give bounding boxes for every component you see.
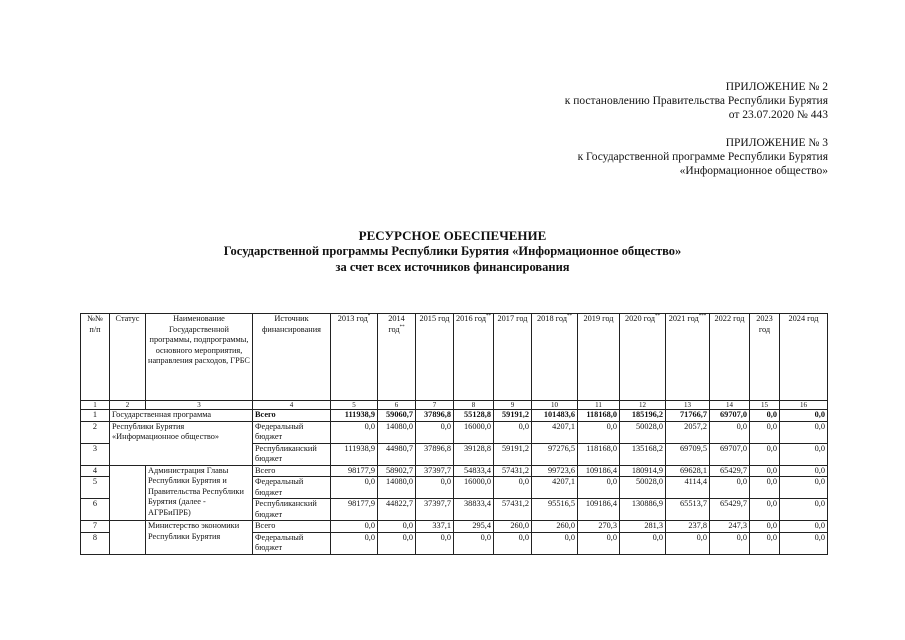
value-cell: 0,0 [620,532,666,554]
col-header-year: 2017 год [494,314,532,401]
column-number-cell: 9 [494,401,532,410]
column-number-cell: 1 [81,401,110,410]
value-cell: 59191,2 [494,443,532,465]
column-number-cell: 10 [532,401,578,410]
ministry-name-agrb: Администрация Главы Республики Бурятия и Правительства Республики Бурятия (далее - АГРБиПРБ) [146,465,253,521]
table-row [81,465,828,477]
source-cell: Республиканский бюджет [253,499,331,521]
col-header-source: Источник финансирования [253,314,331,401]
row-number: 7 [81,521,110,533]
column-number-cell: 12 [620,401,666,410]
value-cell: 0,0 [666,532,710,554]
value-cell: 54833,4 [454,465,494,477]
appendix-3-block [578,136,828,178]
value-cell: 0,0 [331,421,378,443]
value-cell: 118168,0 [578,443,620,465]
col-header-name: Наименование Государственной программы, подпрограммы, основного мероприятия, направления расходов, ГРБС [146,314,253,401]
column-number-cell: 14 [710,401,750,410]
value-cell: 0,0 [780,521,828,533]
value-cell: 185196,2 [620,410,666,422]
column-number-cell: 4 [253,401,331,410]
value-cell: 59060,7 [378,410,416,422]
value-cell: 0,0 [780,465,828,477]
appendix-2-block [565,80,828,122]
value-cell: 71766,7 [666,410,710,422]
value-cell: 44822,7 [378,499,416,521]
value-cell: 16000,0 [454,421,494,443]
value-cell: 101483,6 [532,410,578,422]
value-cell: 4114,4 [666,477,710,499]
value-cell: 37896,8 [416,443,454,465]
appendix-3-line2: «Информационное общество» [679,165,828,177]
ministry-name-economy: Министерство экономики Республики Бурятия [146,521,253,555]
column-number-cell: 16 [780,401,828,410]
value-cell: 58902,7 [378,465,416,477]
col-header-year: 2020 год** [620,314,666,401]
value-cell: 69707,0 [710,410,750,422]
col-header-year: 2022 год [710,314,750,401]
value-cell: 0,0 [416,532,454,554]
column-number-cell: 5 [331,401,378,410]
value-cell: 0,0 [331,521,378,533]
status-cell [110,465,146,521]
program-title-cell: Государственная программа [110,410,253,422]
value-cell: 0,0 [578,421,620,443]
value-cell: 0,0 [378,532,416,554]
col-header-year: 2018 год** [532,314,578,401]
column-number-cell: 2 [110,401,146,410]
value-cell: 0,0 [710,532,750,554]
source-cell: Всего [253,410,331,422]
value-cell: 0,0 [331,477,378,499]
value-cell: 0,0 [750,443,780,465]
value-cell: 111938,9 [331,443,378,465]
row-number: 8 [81,532,110,554]
value-cell: 0,0 [750,421,780,443]
value-cell: 39128,8 [454,443,494,465]
value-cell: 111938,9 [331,410,378,422]
row-number: 3 [81,443,110,465]
value-cell: 38833,4 [454,499,494,521]
value-cell: 0,0 [578,532,620,554]
value-cell: 135168,2 [620,443,666,465]
document-subtitle: Государственной программы Республики Бурятия «Информационное общество» [223,244,682,258]
value-cell: 37397,7 [416,465,454,477]
value-cell: 0,0 [494,532,532,554]
source-cell: Всего [253,465,331,477]
source-cell: Федеральный бюджет [253,477,331,499]
table-header-row [81,314,828,401]
value-cell: 0,0 [780,410,828,422]
column-number-cell: 3 [146,401,253,410]
value-cell: 0,0 [780,499,828,521]
col-header-year: 2019 год [578,314,620,401]
column-number-row [81,401,828,410]
value-cell: 295,4 [454,521,494,533]
value-cell: 270,3 [578,521,620,533]
value-cell: 65513,7 [666,499,710,521]
table-row [81,421,828,443]
appendix-2-title: ПРИЛОЖЕНИЕ № 2 [725,81,828,93]
value-cell: 337,1 [416,521,454,533]
value-cell: 69628,1 [666,465,710,477]
program-name-cell: Республики Бурятия «Информационное общество» [110,421,253,465]
value-cell: 0,0 [331,532,378,554]
value-cell: 0,0 [416,477,454,499]
value-cell: 14080,0 [378,477,416,499]
value-cell: 0,0 [710,421,750,443]
value-cell: 0,0 [780,443,828,465]
value-cell: 118168,0 [578,410,620,422]
value-cell: 98177,9 [331,499,378,521]
column-number-cell: 8 [454,401,494,410]
value-cell: 69709,5 [666,443,710,465]
value-cell: 4207,1 [532,421,578,443]
col-header-year: 2015 год [416,314,454,401]
source-cell: Всего [253,521,331,533]
document-title: РЕСУРСНОЕ ОБЕСПЕЧЕНИЕ [358,228,547,243]
value-cell: 50028,0 [620,421,666,443]
value-cell: 109186,4 [578,465,620,477]
value-cell: 97276,5 [532,443,578,465]
value-cell: 95516,5 [532,499,578,521]
value-cell: 0,0 [780,477,828,499]
value-cell: 55128,8 [454,410,494,422]
appendix-2-line2: от 23.07.2020 № 443 [728,109,828,121]
value-cell: 0,0 [750,499,780,521]
value-cell: 57431,2 [494,465,532,477]
value-cell: 2057,2 [666,421,710,443]
col-header-year: 2023 год [750,314,780,401]
value-cell: 0,0 [780,532,828,554]
appendix-3-line1: к Государственной программе Республики Бурятия [577,151,828,163]
value-cell: 98177,9 [331,465,378,477]
appendix-3-title: ПРИЛОЖЕНИЕ № 3 [725,137,828,149]
value-cell: 0,0 [416,421,454,443]
document-subtitle-2: за счет всех источников финансирования [335,260,570,274]
value-cell: 44980,7 [378,443,416,465]
col-header-year: 2014 год** [378,314,416,401]
source-cell: Федеральный бюджет [253,532,331,554]
value-cell: 247,3 [710,521,750,533]
source-cell: Федеральный бюджет [253,421,331,443]
value-cell: 130886,9 [620,499,666,521]
value-cell: 237,8 [666,521,710,533]
value-cell: 37896,8 [416,410,454,422]
value-cell: 99723,6 [532,465,578,477]
value-cell: 65429,7 [710,499,750,521]
value-cell: 0,0 [780,421,828,443]
value-cell: 260,0 [532,521,578,533]
value-cell: 260,0 [494,521,532,533]
value-cell: 65429,7 [710,465,750,477]
value-cell: 0,0 [532,532,578,554]
row-number: 1 [81,410,110,422]
row-number: 4 [81,465,110,477]
status-cell [110,521,146,555]
value-cell: 0,0 [710,477,750,499]
value-cell: 0,0 [750,465,780,477]
value-cell: 0,0 [494,477,532,499]
row-number: 2 [81,421,110,443]
value-cell: 0,0 [454,532,494,554]
value-cell: 0,0 [578,477,620,499]
value-cell: 57431,2 [494,499,532,521]
value-cell: 180914,9 [620,465,666,477]
col-header-status: Статус [110,314,146,401]
value-cell: 281,3 [620,521,666,533]
row-number: 5 [81,477,110,499]
value-cell: 37397,7 [416,499,454,521]
source-cell: Республиканский бюджет [253,443,331,465]
column-number-cell: 7 [416,401,454,410]
col-header-year: 2013 год* [331,314,378,401]
value-cell: 59191,2 [494,410,532,422]
value-cell: 0,0 [750,410,780,422]
row-number: 6 [81,499,110,521]
resource-table [80,313,828,555]
value-cell: 0,0 [750,521,780,533]
value-cell: 4207,1 [532,477,578,499]
value-cell: 109186,4 [578,499,620,521]
column-number-cell: 6 [378,401,416,410]
value-cell: 16000,0 [454,477,494,499]
value-cell: 69707,0 [710,443,750,465]
col-header-year: 2021 год*** [666,314,710,401]
col-header-num: №№ п/п [81,314,110,401]
value-cell: 50028,0 [620,477,666,499]
col-header-year: 2016 год** [454,314,494,401]
value-cell: 0,0 [378,521,416,533]
col-header-year: 2024 год [780,314,828,401]
value-cell: 0,0 [494,421,532,443]
column-number-cell: 15 [750,401,780,410]
value-cell: 14080,0 [378,421,416,443]
appendix-2-line1: к постановлению Правительства Республики Бурятия [564,95,828,107]
table-row [81,521,828,533]
table-row [81,410,828,422]
value-cell: 0,0 [750,532,780,554]
column-number-cell: 11 [578,401,620,410]
column-number-cell: 13 [666,401,710,410]
value-cell: 0,0 [750,477,780,499]
